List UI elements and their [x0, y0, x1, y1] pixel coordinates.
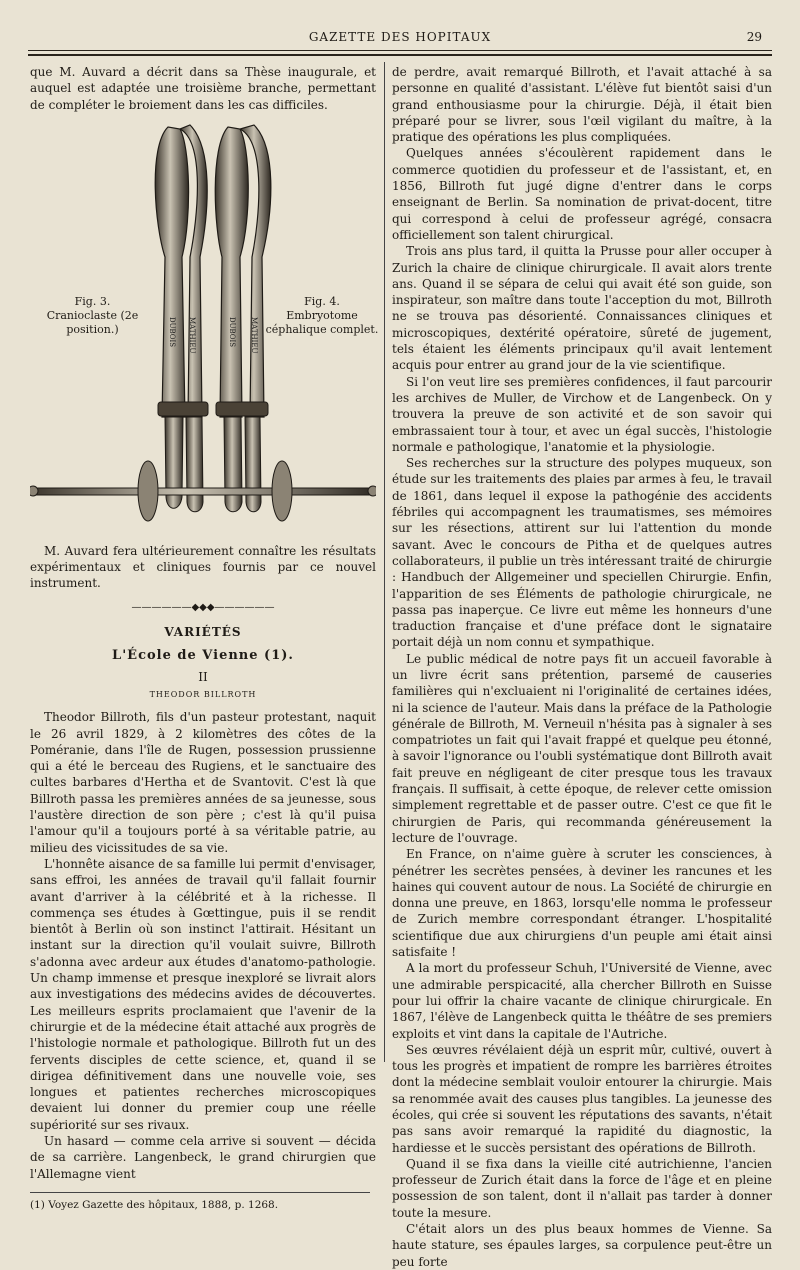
figure-4-text: Embryotome céphalique complet.: [265, 308, 379, 336]
paragraph: En France, on n'aime guère à scruter les consciences, à pénétrer les secrètes pensées, à deviner les rancunes et les haines qui couvent autour de nous. La Société de chirurgie en donna une preuve, en 1863, lorsqu'elle nomma le professeur de Zurich membre correspondant étranger. L'hospitalité scientifique due aux chirurgiens d'un peuple ami était ainsi satisfaite !: [392, 847, 772, 960]
figure-3-text: Cranioclaste (2e position.): [46, 308, 139, 336]
section-heading-varietes: VARIÉTÉS: [164, 625, 242, 640]
cranioclast-drawing: [155, 125, 208, 512]
header-rule: [28, 50, 772, 51]
figure-3-caption: [30, 295, 155, 337]
journal-title: GAZETTE DES HOPITAUX: [308, 30, 492, 44]
figure-4-caption: [262, 295, 382, 337]
header-rule-thick: [28, 54, 772, 56]
page-header: [28, 30, 772, 50]
svg-text:MATHIEU: MATHIEU: [188, 316, 196, 354]
paragraph: Quelques années s'écoulèrent rapidement dans le commerce quotidien du professeur et de l'assistant, et, en 1856, Billroth fut jugé digne d'entrer dans le corps enseignant de Berlin. Sa nomination de privat-docent, titre qui correspond à celui de professeur agrégé, consacra officiellement son talent chirurgical.: [392, 146, 772, 242]
figure-3-label: Fig. 3.: [74, 294, 111, 308]
ornamental-divider: ——————◆◆◆——————: [131, 601, 275, 613]
column-divider: [384, 62, 385, 1062]
article-subhead: THEODOR BILLROTH: [149, 689, 257, 699]
paragraph: Un hasard — comme cela arrive si souvent — décida de sa carrière. Langenbeck, le grand chirurgien que l'Allemagne vient: [30, 1133, 376, 1181]
svg-text:DUBOIS: DUBOIS: [168, 316, 176, 347]
paragraph: C'était alors un des plus beaux hommes de Vienne. Sa haute stature, ses épaules larges, sa corpulence peut-être un peu forte: [392, 1222, 772, 1269]
intro-paragraph: que M. Auvard a décrit dans sa Thèse inaugurale, et auquel est adaptée une troisième branche, permettant de compléter le broiement dans les cas difficiles.: [30, 65, 376, 112]
paragraph: de perdre, avait remarqué Billroth, et l'avait attaché à sa personne en qualité d'assistant. L'élève fut bientôt saisi d'un grand enthousiasme pour la chirurgie. Déjà, il était bien préparé pour se livrer, sous l'œil vigilant du maître, à la pratique des opérations les plus compliquées.: [392, 65, 772, 145]
after-figure-paragraph: M. Auvard fera ultérieurement connaître les résultats expérimentaux et cliniques fournis par ce nouvel instrument.: [30, 543, 376, 591]
paragraph: A la mort du professeur Schuh, l'Université de Vienne, avec une admirable perspicacité, alla chercher Billroth en Suisse pour lui offrir la chaire vacante de clinique chirurgicale. En 1867, l'élève de Langenbeck quitta le théâtre de ses premiers exploits et vint dans la capitale de l'Autriche.: [392, 961, 772, 1041]
part-number: II: [198, 669, 208, 684]
page-number: 29: [746, 30, 762, 44]
paragraph: L'honnête aisance de sa famille lui permit d'envisager, sans effroi, les années de travail qu'il fallait fournir avant d'arriver à la célébrité et à la richesse. Il commença ses études à Gœttingue, puis il se rendit bientôt à Berlin où son instinct l'attirait. Hésitant un instant sur la direction qu'il voulait suivre, Billroth s'adonna avec ardeur aux études d'anatomo-pathologie. Un champ immense et presque inexploré se livrait alors aux investigations des médecins avides de découvertes. Les meilleurs esprits proclamaient que l'avenir de la chirurgie et de la médecine était attaché aux progrès de l'histologie normale et pathologique. Billroth fut un des fervents disciples de cette science, et, quand il se dirigea définitivement dans une nouvelle voie, ses longues et patientes recherches microscopiques devaient lui donner du premier coup une réelle supériorité sur ses rivaux.: [30, 856, 376, 1132]
paragraph: Si l'on veut lire ses premières confidences, il faut parcourir les archives de Muller, de Virchow et de Langenbeck. On y trouvera la preuve de son activité et de son savoir qui embrassaient tour à tour, et avec un égal succès, l'histologie normale e pathologique, l'anatomie et la physiologie.: [392, 374, 772, 454]
right-column: [392, 64, 772, 1270]
paragraph: Ses recherches sur la structure des polypes muqueux, son étude sur les traitements des plaies par armes à feu, le travail de 1861, dans lequel il expose la pathogénie des accidents fébriles qui accompagnent les traumatismes, ses mémoires sur les résections, attirent sur lui l'attention du monde savant. Avec le concours de Pitha et de quelques autres collaborateurs, il publie un très intéressant traité de chirurgie : Handbuch der Allgemeiner und speciellen Chirurgie. Enfin, l'apparition de ses Éléments de pathologie chirurgicale, ne passa pas inaperçue. Ce livre eut même les honneurs d'une traduction française et d'une préface dont le signataire portait déjà un nom connu et sympathique.: [392, 456, 772, 650]
left-column: [30, 64, 379, 1213]
paragraph: Trois ans plus tard, il quitta la Prusse pour aller occuper à Zurich la chaire de clinique chirurgicale. Il avait alors trente ans. Quand il se sépara de celui qui avait été son guide, son inspirateur, son maître dans toute l'acception du mot, Billroth ne se trouva pas désorienté. Connaissances cliniques et microscopiques, dextérité opératoire, sûreté de jugement, tels étaient les éléments principaux qu'il avait lentement acquis pour entrer au grand jour de la vie scientifique.: [392, 244, 772, 373]
paragraph: Theodor Billroth, fils d'un pasteur protestant, naquit le 26 avril 1829, à 2 kilomètres des côtes de la Poméranie, dans l'île de Rugen, possession prussienne qui a été le berceau des Rugiens, et le sanctuaire des cultes barbares d'Hertha et de Svantovit. C'est là que Billroth passa les premières années de sa jeunesse, sous l'austère direction de son père ; c'est là qu'il puisa l'amour qu'il a toujours porté à sa véritable patrie, au milieu des vicissitudes de sa vie.: [30, 710, 376, 855]
paragraph: Ses œuvres révélaient déjà un esprit mûr, cultivé, ouvert à tous les progrès et impatient de rompre les barrières étroites dont la médecine semblait vouloir entourer la chirurgie. Mais sa renommée avait des causes plus tangibles. La jeunesse des écoles, qui crée si souvent les réputations des savants, n'était pas sans avoir remarqué la rapidité du diagnostic, la hardiesse et le succès persistant des opérations de Billroth.: [392, 1042, 772, 1155]
svg-text:MATHIEU: MATHIEU: [250, 316, 258, 354]
paragraph: Le public médical de notre pays fit un accueil favorable à un livre écrit sans prétention, parsemé de causeries familières qui n'excluaient ni l'originalité de certaines idées, ni la science de l'auteur. Mais dans la préface de la Pathologie générale de Billroth, M. Verneuil n'hésita pas à signaler à ses compatriotes un fait qui l'avait frappé et quelque peu étonné, à savoir l'ignorance ou l'oubli systématique dont Billroth avait fait preuve en négligeant de citer presque tous les travaux français. Il suffisait, à cette époque, de relever cette omission simplement regrettable et de passer outre. C'est ce que fit le chirurgien de Paris, qui recommanda généreusement la lecture de l'ouvrage.: [392, 651, 772, 845]
instrument-figure: [30, 117, 379, 537]
svg-text:DUBOIS: DUBOIS: [228, 316, 236, 347]
figure-4-label: Fig. 4.: [304, 294, 340, 308]
footnote-rule: [30, 1192, 370, 1193]
article-title: L'École de Vienne (1).: [112, 648, 294, 664]
paragraph: Quand il se fixa dans la vieille cité autrichienne, l'ancien professeur de Zurich était dans la force de l'âge et en pleine possession de son talent, dont il n'allait pas tarder à donner toute la mesure.: [392, 1156, 772, 1220]
footnote: (1) Voyez Gazette des hôpitaux, 1888, p. 1268.: [30, 1198, 279, 1211]
